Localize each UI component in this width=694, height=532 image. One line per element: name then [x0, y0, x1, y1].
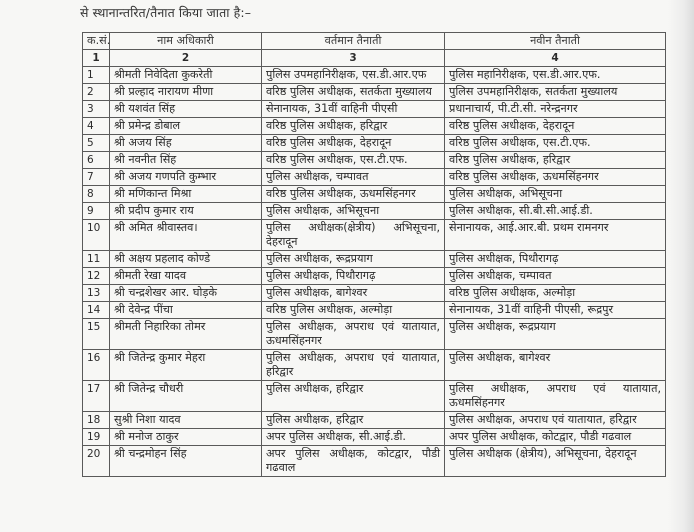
- current-posting-cell: पुलिस अधीक्षक, हरिद्वार: [262, 412, 445, 429]
- table-row: [83, 319, 666, 350]
- table-row: [83, 152, 666, 169]
- table-row: [83, 118, 666, 135]
- new-posting-cell: अपर पुलिस अधीक्षक, कोटद्वार, पौडी गढवाल: [445, 429, 666, 446]
- new-posting-cell: पुलिस अधीक्षक, अपराध एवं यातायात, हरिद्वार: [445, 412, 666, 429]
- officer-name-cell: श्री अक्षय प्रहलाद कोण्डे: [110, 251, 262, 268]
- column-number: 4: [445, 50, 666, 67]
- current-posting-cell: अपर पुलिस अधीक्षक, सी.आई.डी.: [262, 429, 445, 446]
- new-posting-cell: वरिष्ठ पुलिस अधीक्षक, हरिद्वार: [445, 152, 666, 169]
- current-posting-cell: वरिष्ठ पुलिस अधीक्षक, सतर्कता मुख्यालय: [262, 84, 445, 101]
- current-posting-cell: पुलिस अधीक्षक, हरिद्वार: [262, 381, 445, 412]
- serial-number-cell: 7: [83, 169, 110, 186]
- header-officer-name: नाम अधिकारी: [110, 33, 262, 50]
- officer-name-cell: श्री चन्द्रमोहन सिंह: [110, 446, 262, 477]
- current-posting-cell: वरिष्ठ पुलिस अधीक्षक, ऊधमसिंहनगर: [262, 186, 445, 203]
- officer-name-cell: श्री अजय गणपति कुम्भार: [110, 169, 262, 186]
- current-posting-cell: पुलिस अधीक्षक, चम्पावत: [262, 169, 445, 186]
- serial-number-cell: 15: [83, 319, 110, 350]
- new-posting-cell: पुलिस अधीक्षक, पिथौरागढ़: [445, 251, 666, 268]
- officer-name-cell: श्री प्रदीप कुमार राय: [110, 203, 262, 220]
- serial-number-cell: 1: [83, 67, 110, 84]
- serial-number-cell: 14: [83, 302, 110, 319]
- officer-name-cell: श्री चन्द्रशेखर आर. घोड़के: [110, 285, 262, 302]
- current-posting-cell: पुलिस अधीक्षक, अभिसूचना: [262, 203, 445, 220]
- table-row: [83, 350, 666, 381]
- table-row: [83, 381, 666, 412]
- table-row: [83, 101, 666, 118]
- officer-name-cell: श्री मनोज ठाकुर: [110, 429, 262, 446]
- table-row: [83, 268, 666, 285]
- officer-name-cell: श्री अजय सिंह: [110, 135, 262, 152]
- officer-name-cell: श्री जितेन्द्र कुमार मेहरा: [110, 350, 262, 381]
- current-posting-cell: अपर पुलिस अधीक्षक, कोटद्वार, पौडी गढवाल: [262, 446, 445, 477]
- table-row: [83, 412, 666, 429]
- serial-number-cell: 19: [83, 429, 110, 446]
- table-row: [83, 446, 666, 477]
- new-posting-cell: पुलिस अधीक्षक, चम्पावत: [445, 268, 666, 285]
- table-row: [83, 67, 666, 84]
- serial-number-cell: 16: [83, 350, 110, 381]
- column-number: 3: [262, 50, 445, 67]
- new-posting-cell: वरिष्ठ पुलिस अधीक्षक, एस.टी.एफ.: [445, 135, 666, 152]
- serial-number-cell: 2: [83, 84, 110, 101]
- new-posting-cell: पुलिस अधीक्षक (क्षेत्रीय), अभिसूचना, देहरादून: [445, 446, 666, 477]
- officer-name-cell: श्री अमित श्रीवास्तव।: [110, 220, 262, 251]
- serial-number-cell: 3: [83, 101, 110, 118]
- current-posting-cell: वरिष्ठ पुलिस अधीक्षक, देहरादून: [262, 135, 445, 152]
- officer-name-cell: श्री देवेन्द्र पींचा: [110, 302, 262, 319]
- officer-name-cell: श्रीमती निहारिका तोमर: [110, 319, 262, 350]
- new-posting-cell: पुलिस अधीक्षक, अभिसूचना: [445, 186, 666, 203]
- current-posting-cell: पुलिस अधीक्षक, बागेश्वर: [262, 285, 445, 302]
- table-row: [83, 429, 666, 446]
- intro-text: से स्थानान्तरित/तैनात किया जाता है:–: [80, 5, 252, 20]
- officer-name-cell: श्री नवनीत सिंह: [110, 152, 262, 169]
- current-posting-cell: पुलिस अधीक्षक(क्षेत्रीय) अभिसूचना, देहरादून: [262, 220, 445, 251]
- officer-name-cell: श्री मणिकान्त मिश्रा: [110, 186, 262, 203]
- table-row: [83, 302, 666, 319]
- current-posting-cell: पुलिस अधीक्षक, रूद्रप्रयाग: [262, 251, 445, 268]
- new-posting-cell: पुलिस अधीक्षक, बागेश्वर: [445, 350, 666, 381]
- serial-number-cell: 13: [83, 285, 110, 302]
- table-row: [83, 203, 666, 220]
- current-posting-cell: पुलिस उपमहानिरीक्षक, एस.डी.आर.एफ: [262, 67, 445, 84]
- table-row: [83, 251, 666, 268]
- officer-name-cell: श्रीमती निवेदिता कुकरेती: [110, 67, 262, 84]
- serial-number-cell: 10: [83, 220, 110, 251]
- new-posting-cell: वरिष्ठ पुलिस अधीक्षक, ऊधमसिंहनगर: [445, 169, 666, 186]
- serial-number-cell: 20: [83, 446, 110, 477]
- new-posting-cell: पुलिस अधीक्षक, सी.बी.सी.आई.डी.: [445, 203, 666, 220]
- column-number: 2: [110, 50, 262, 67]
- new-posting-cell: पुलिस उपमहानिरीक्षक, सतर्कता मुख्यालय: [445, 84, 666, 101]
- new-posting-cell: पुलिस अधीक्षक, अपराध एवं यातायात, ऊधमसिंहनगर: [445, 381, 666, 412]
- officer-name-cell: श्री प्रल्हाद नारायण मीणा: [110, 84, 262, 101]
- header-serial: क.सं.: [83, 33, 110, 50]
- new-posting-cell: सेनानायक, आई.आर.बी. प्रथम रामनगर: [445, 220, 666, 251]
- new-posting-cell: वरिष्ठ पुलिस अधीक्षक, देहरादून: [445, 118, 666, 135]
- serial-number-cell: 17: [83, 381, 110, 412]
- header-row: [83, 33, 666, 50]
- table-body: [83, 67, 666, 477]
- current-posting-cell: वरिष्ठ पुलिस अधीक्षक, अल्मोड़ा: [262, 302, 445, 319]
- header-current-posting: वर्तमान तैनाती: [262, 33, 445, 50]
- officer-name-cell: श्रीमती रेखा यादव: [110, 268, 262, 285]
- serial-number-cell: 6: [83, 152, 110, 169]
- current-posting-cell: वरिष्ठ पुलिस अधीक्षक, हरिद्वार: [262, 118, 445, 135]
- page-edge-shadow: [668, 0, 694, 532]
- header-new-posting: नवीन तैनाती: [445, 33, 666, 50]
- new-posting-cell: पुलिस महानिरीक्षक, एस.डी.आर.एफ.: [445, 67, 666, 84]
- table-row: [83, 186, 666, 203]
- officer-name-cell: श्री जितेन्द्र चौधरी: [110, 381, 262, 412]
- officer-name-cell: श्री यशवंत सिंह: [110, 101, 262, 118]
- column-number-row: [83, 50, 666, 67]
- new-posting-cell: प्रधानाचार्य, पी.टी.सी. नरेन्द्रनगर: [445, 101, 666, 118]
- current-posting-cell: वरिष्ठ पुलिस अधीक्षक, एस.टी.एफ.: [262, 152, 445, 169]
- serial-number-cell: 5: [83, 135, 110, 152]
- serial-number-cell: 8: [83, 186, 110, 203]
- serial-number-cell: 12: [83, 268, 110, 285]
- serial-number-cell: 9: [83, 203, 110, 220]
- officer-name-cell: श्री प्रमेन्द्र डोबाल: [110, 118, 262, 135]
- transfer-table: [82, 32, 666, 477]
- current-posting-cell: सेनानायक, 31वीं वाहिनी पीएसी: [262, 101, 445, 118]
- table-row: [83, 220, 666, 251]
- new-posting-cell: वरिष्ठ पुलिस अधीक्षक, अल्मोड़ा: [445, 285, 666, 302]
- table-row: [83, 84, 666, 101]
- current-posting-cell: पुलिस अधीक्षक, पिथौरागढ़: [262, 268, 445, 285]
- serial-number-cell: 4: [83, 118, 110, 135]
- table-row: [83, 169, 666, 186]
- new-posting-cell: सेनानायक, 31वीं वाहिनी पीएसी, रूद्रपुर: [445, 302, 666, 319]
- table-row: [83, 285, 666, 302]
- current-posting-cell: पुलिस अधीक्षक, अपराध एवं यातायात, ऊधमसिंहनगर: [262, 319, 445, 350]
- serial-number-cell: 18: [83, 412, 110, 429]
- current-posting-cell: पुलिस अधीक्षक, अपराध एवं यातायात, हरिद्वार: [262, 350, 445, 381]
- new-posting-cell: पुलिस अधीक्षक, रूद्रप्रयाग: [445, 319, 666, 350]
- serial-number-cell: 11: [83, 251, 110, 268]
- table-row: [83, 135, 666, 152]
- column-number: 1: [83, 50, 110, 67]
- officer-name-cell: सुश्री निशा यादव: [110, 412, 262, 429]
